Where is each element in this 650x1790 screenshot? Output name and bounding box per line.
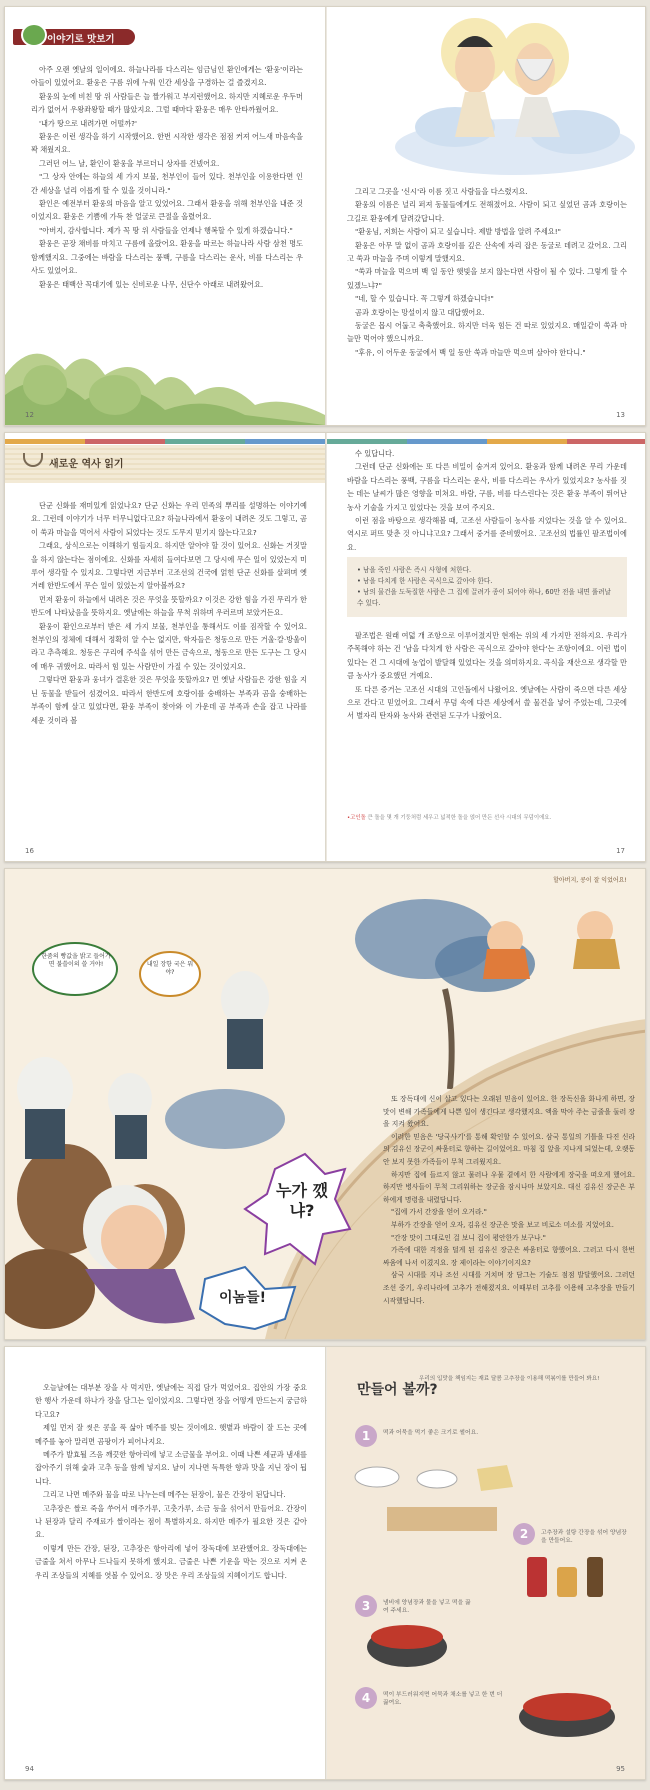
paragraph: 팔조법은 원래 여덟 개 조항으로 이루어졌지만 현재는 위의 세 가지만 전하지요. 우리가 주목해야 하는 건 '남을 다치게 한 사람은 곡식으로 갚아야 한다'는 조항이에요. 이런 법이 있다는 건 그 시대에 농업이 발달해 있었다는 것을 의미하지요. 곡식을 재산으로 생각할 만큼 농사가 중요했던 거예요. bbox=[347, 631, 627, 681]
page-number-right: 17 bbox=[616, 847, 625, 855]
paragraph: 이러한 믿음은 '당국사기'를 통해 확인할 수 있어요. 삼국 통일의 기틀을 다진 신라의 김유신 장군이 싸움터로 향하는 길이었어요. 마침 집 앞을 지나게 되었는데, 오랫동안 보지 못한 가족들이 무척 그리웠지요. bbox=[383, 1132, 635, 1166]
history-text-after-quote bbox=[347, 629, 627, 805]
craft-intro: 우리의 입맛을 책임지는 재료 달콤 고추장을 이용해 떡볶이를 만들어 봐요! bbox=[419, 1376, 600, 1382]
paragraph: 오늘날에는 대부분 장을 사 먹지만, 옛날에는 직접 담가 먹었어요. 집안의 가장 중요한 행사 가운데 하나가 장을 담그는 일이었지요. 그렇다면 장을 어떻게 만드는지 궁금하다고요? bbox=[35, 1383, 307, 1419]
law-item: • 남을 다치게 한 사람은 곡식으로 갚아야 한다. bbox=[357, 577, 493, 585]
gutter bbox=[325, 7, 327, 425]
footnote-label: •고인돌 bbox=[347, 815, 366, 821]
spread-story bbox=[4, 6, 646, 426]
paragraph: 고추장은 쌀로 죽을 쑤어서 메주가루, 고춧가루, 소금 등을 섞어서 만들어요. 간장이나 된장과 달리 주재료가 쌀이라는 점이 특별하지요. 하지만 메주가 필요한 것은 같아요. bbox=[35, 1503, 307, 1540]
paragraph: 그리고 나면 메주와 물을 따로 나누는데 메주는 된장이, 물은 간장이 된답니다. bbox=[43, 1490, 286, 1500]
section-header bbox=[5, 445, 325, 483]
speech-bubble-text-2: 내일 장항 국은 뭐야? bbox=[146, 961, 194, 976]
paragraph: 가족에 대한 걱정을 덜게 된 김유신 장군은 싸움터로 향했어요. 그러고 다시 한번 싸움에 나서 이겼지요. 장 제이라는 이야기이지요? bbox=[383, 1246, 635, 1267]
color-stripe-left bbox=[5, 439, 325, 444]
paragraph: 또 장독대에 신이 살고 있다는 오래된 믿음이 있어요. 한 장독신을 화나게 하면, 장맛이 변해 가족들에게 나쁜 일이 생긴다고 생각했지요. 액을 막아 주는 금줄을 둘러 장을 지켜 왔어요. bbox=[383, 1095, 635, 1129]
hwanung-clouds-illustration bbox=[385, 7, 645, 177]
paragraph: 그러던 어느 날, 환인이 환웅을 부르더니 상자를 건넸어요. bbox=[39, 158, 220, 168]
history-text-left bbox=[31, 499, 307, 829]
page-number-left: 16 bbox=[25, 847, 34, 855]
step-text-1: 떡과 어묵을 먹기 좋은 크기로 썰어요. bbox=[383, 1430, 479, 1436]
law-quote-box bbox=[347, 557, 627, 617]
paragraph: 하지만 집에 들르지 않고 물러나 우물 곁에서 한 사람에게 장국을 떠오게 했어요. 하지만 병사들이 무척 그리워하는 장군을 잠시나마 보았지요. 대신 김유신 장군은 부하에게 명령을 내렸답니다. bbox=[383, 1170, 635, 1204]
paragraph: "환웅님, 저희는 사람이 되고 싶습니다. 제발 방법을 알려 주세요!" bbox=[355, 227, 561, 237]
page-number-left: 12 bbox=[25, 411, 34, 419]
paragraph: 수 있답니다. bbox=[355, 449, 395, 458]
paragraph: 메주가 발효될 즈음 깨끗한 항아리에 넣고 소금물을 부어요. 이때 나쁜 세균과 냄새를 잡아주기 위해 숯과 고추 등을 함께 넣지요. 날이 지나면 독특한 향과 맛을 지닌 장이 됩니다. bbox=[35, 1450, 307, 1486]
history-text-right bbox=[347, 447, 627, 557]
footnote bbox=[347, 813, 627, 821]
gutter bbox=[325, 433, 327, 861]
paragraph: 그리고 그곳을 '신시'라 이름 짓고 사람들을 다스렸지요. bbox=[355, 187, 528, 196]
paragraph: 이렇게 만든 간장, 된장, 고추장은 항아리에 넣어 장독대에 보관했어요. 장독대에는 금줄을 쳐서 아무나 드나들지 못하게 했지요. 금줄은 나쁜 기운을 막는 것으로 지켜 온 우리 조상들의 지혜를 엿볼 수 있어요. 장 맛은 우리 조상들의 지혜이기도 합니다. bbox=[35, 1543, 307, 1580]
paragraph: 환웅은 태백산 꼭대기에 있는 신비로운 나무, 신단수 아래로 내려왔어요. bbox=[39, 279, 264, 289]
section-tag-label: 새로운 역사 읽기 bbox=[49, 459, 124, 470]
page-number-right: 13 bbox=[616, 411, 625, 419]
kid-label: 할아버지, 콩이 잘 익었어요! bbox=[553, 877, 627, 884]
bowl-logo-icon bbox=[21, 23, 47, 47]
paragraph: "아버지, 감사합니다. 제가 꼭 땅 위 사람들을 언제나 행복할 수 있게 하겠습니다." bbox=[39, 225, 293, 235]
step-text-4: 떡이 부드러워지면 어묵과 채소를 넣고 한 번 더 끓여요. bbox=[383, 1692, 503, 1706]
page-number-left: 94 bbox=[25, 1765, 34, 1773]
jang-text-left bbox=[35, 1381, 307, 1741]
paragraph: 곰과 호랑이는 망설이지 않고 대답했어요. bbox=[355, 307, 485, 317]
spread-history-reading bbox=[4, 432, 646, 862]
step-text-2: 고추장과 설탕 간장을 섞어 양념장을 만들어요. bbox=[541, 1530, 627, 1544]
step-number-3: 3 bbox=[355, 1595, 377, 1617]
page-number-right: 95 bbox=[616, 1765, 625, 1773]
paragraph: 부하가 간장을 얻어 오자, 김유신 장군은 맛을 보고 비로소 미소를 지었어요. bbox=[391, 1220, 614, 1229]
tteokbokki-steps-illustration bbox=[327, 1407, 646, 1780]
step-number-1: 1 bbox=[355, 1425, 377, 1447]
paragraph: 또 다른 증거는 고조선 시대의 고인돌에서 나왔어요. 옛날에는 사람이 죽으면 다른 세상으로 간다고 믿었어요. 그래서 무덤 속에 다른 세상에서 쓸 물건을 넣어 주었는데, 그곳에서 별자리 탄자와 농사와 관련된 도구가 나왔어요. bbox=[347, 684, 627, 721]
shout-you-rascals: 이놈들! bbox=[219, 1290, 266, 1306]
jangdok-text bbox=[383, 1093, 635, 1329]
paragraph: "간장 맛이 그대로인 걸 보니 집이 평안한가 보구나." bbox=[391, 1233, 546, 1242]
paragraph: 그렇다면 환웅과 웅녀가 결혼한 것은 무엇을 뜻할까요? 먼 옛날 사람들은 강한 힘을 지닌 동물을 받들어 섬겼어요. 따라서 한반도에 호랑이를 숭배하는 부족과 곰을 숭배하는 부족이 함께 살고 있었다면, 환웅 부족이 찾아와 이 가운데 곰 부족과 손을 잡고 나라를 세운 것이라 볼 bbox=[31, 675, 307, 725]
paragraph: "네, 할 수 있습니다. 꼭 그렇게 하겠습니다!" bbox=[355, 294, 494, 304]
spread-jangdok-illustration bbox=[4, 868, 646, 1340]
bowl-icon bbox=[23, 453, 43, 467]
paragraph: 동굴은 몹시 어둡고 축축했어요. 하지만 더욱 힘든 건 따로 있었지요. 매일같이 쑥과 마늘만 먹어야 했으니까요. bbox=[347, 321, 627, 344]
paragraph: 제일 먼저 잘 씻은 콩을 푹 삶아 메주를 빚는 것이에요. 햇볕과 바람이 잘 드는 곳에 메주를 놓아 말리면 곰팡이가 피어나지요. bbox=[35, 1423, 307, 1446]
paragraph: '내가 땅으로 내려가면 어떨까?' bbox=[39, 118, 137, 128]
paragraph: 환웅의 눈에 비친 땅 위 사람들은 늘 짤가워고 부지런했어요. 하지만 지혜로운 우두머리가 없어서 우왕좌왕할 때가 많았지요. 그럴 때마다 환웅은 매우 안타까웠어요. bbox=[31, 91, 303, 115]
step-text-3: 냄비에 양념장과 물을 넣고 떡을 끓여 주세요. bbox=[383, 1600, 471, 1614]
paragraph: 그런데 단군 신화에는 또 다른 비밀이 숨겨져 있어요. 환웅과 함께 내려온 무리 가운데 바람을 다스리는 풍백, 구름을 다스리는 운사, 비를 다스리는 우사가 있었지요? 농사를 짓는 데는 날씨가 많은 영향을 미쳐요. 바람, 구름, 비를 다스린다는 것은 환웅 부족이 뛰어난 농사 기술을 가지고 있었다는 것을 보여 주지요. bbox=[347, 462, 627, 512]
paragraph: 환웅은 곧장 채비를 마치고 구름에 올랐어요. 환웅을 따르는 하늘나라 사람 삼천 명도 함께했지요. 그중에는 바람을 다스리는 풍백, 구름을 다스리는 운사, 비를 다스리는 우사도 있었어요. bbox=[31, 239, 303, 276]
paragraph: "후유, 이 어두운 동굴에서 백 일 동안 쑥과 마늘만 먹으며 살아야 한다니." bbox=[355, 347, 586, 357]
paragraph: 환웅이 환인으로부터 받은 세 가지 보물, 천부인을 통해서도 이를 짐작할 수 있어요. 천부인의 정체에 대해서 정확히 알 수는 없지만, 학자들은 청동으로 만든 거울·칼·방울이라고 추측해요. 청동은 구리에 주석을 섞어 만든 금속으로, 청동으로 만든 도구는 그 당시에 매우 귀했어요. 따라서 힘 있는 사람만이 가질 수 있는 것이었지요. bbox=[31, 621, 307, 671]
law-item: • 남의 물건을 도둑질한 사람은 그 집에 끌려가 종이 되어야 하나, 60만 전을 내면 풀려날 수 있다. bbox=[357, 588, 611, 607]
paragraph: "쑥과 마늘을 먹으며 백 일 동안 햇빛을 보지 않는다면 사람이 될 수 있다. 그렇게 할 수 있겠느냐?" bbox=[347, 267, 627, 290]
paragraph: "집에 가서 간장을 얻어 오거라." bbox=[391, 1208, 487, 1217]
section-tag-label: 이야기로 맛보기 bbox=[47, 34, 115, 45]
shout-who-broke: 누가 깼냐? bbox=[276, 1181, 328, 1220]
paragraph: 먼저 환웅이 하늘에서 내려온 것은 무엇을 뜻할까요? 이것은 강한 힘을 가진 무리가 한반도에 나타났음을 뜻하지요. 옛날에는 하늘을 무척 위하며 우러르며 보았거든요. bbox=[31, 594, 307, 618]
story-text-right bbox=[347, 185, 627, 385]
paragraph: 환웅은 아무 말 없이 곰과 호랑이를 깊은 산속에 자리 잡은 동굴로 데려고 갔어요. 그리고 쑥과 마늘을 주며 이렇게 말했지요. bbox=[347, 240, 627, 264]
paragraph: 그래요, 상식으로는 이해하기 힘들지요. 하지만 알아야 할 것이 있어요. 신화는 거짓말을 하지 않는다는 점이에요. 신화를 자세히 들여다보면 그 당시에 무슨 일이 있었는지 미루어 생각할 수 있지요. 그렇다면 지금부터 고조선의 건국에 얽힌 단군 신화를 살펴며 옛 겨레 한반도에서 무슨 일이 있었는지 알아볼까요? bbox=[31, 541, 307, 591]
paragraph: 삼국 시대를 지나 조선 시대를 거치며 장 담그는 기술도 점점 발달했어요. 그러던 조선 중기, 우리나라에 고추가 전해졌지요. 이때부터 고추를 이용해 고추장을 만들기 시작했답니다. bbox=[383, 1271, 635, 1305]
step-number-4: 4 bbox=[355, 1687, 377, 1709]
step-number-2: 2 bbox=[513, 1523, 535, 1545]
paragraph: "그 상자 안에는 하늘의 세 가지 보물, 천부인이 들어 있다. 천부인을 이용한다면 인간 세상을 널리 이롭게 할 수 있을 것이니라." bbox=[31, 172, 303, 195]
law-item: • 남을 죽인 사람은 즉시 사형에 처한다. bbox=[357, 566, 472, 574]
speech-bubble-text-1: 한줌의 빵값을 밝고 들어가면 불쓸이의 쓸 거야! bbox=[41, 953, 111, 968]
paragraph: 아주 오랜 옛날의 일이에요. 하늘나라를 다스리는 임금님인 환인에게는 '환웅'이라는 아들이 있었어요. 환웅은 구름 위에 누워 인간 세상을 구경하는 걸 즐겼지요. bbox=[31, 65, 303, 88]
paragraph: 환인은 예전부터 환웅의 마음을 알고 있었어요. 그래서 환웅을 위해 천부인을 내준 것이었지요. 환웅은 기쁨에 가득 찬 얼굴로 큰절을 올렸어요. bbox=[31, 199, 303, 222]
paragraph: 단군 신화를 재미있게 읽었나요? 단군 신화는 우리 민족의 뿌리를 설명하는 이야기예요. 그런데 이야기가 너무 터무니없다고요? 하늘나라에서 환웅이 내려온 것도 그렇고, 곰이 쑥과 마늘을 먹어서 사람이 되었다는 것도 도무지 믿기지 않는다고요? bbox=[31, 501, 307, 537]
paragraph: 환웅의 이름은 널리 퍼져 동물들에게도 전해졌어요. 사람이 되고 싶었던 곰과 호랑이는 그길로 환웅에게 달려갔답니다. bbox=[347, 200, 627, 223]
spread-make-it bbox=[4, 1346, 646, 1780]
footnote-text: 큰 돌을 몇 개 기둥처럼 세우고 넓적한 돌을 얹어 만든 선사 시대의 무덤이에요. bbox=[365, 815, 552, 821]
paragraph: 환웅은 이런 생각을 하기 시작했어요. 한번 시작한 생각은 점점 커져 어느새 마음속을 꽉 채웠지요. bbox=[31, 132, 303, 155]
green-hills-illustration bbox=[5, 315, 325, 425]
craft-title: 만들어 볼까? bbox=[357, 1382, 438, 1398]
paragraph: 이런 점을 바탕으로 생각해볼 때, 고조선 사람들이 농사를 지었다는 것을 알 수 있어요. 역시로 퍼뜨 맞춘 것 아니냐고요? 그래서 중거를 준비했어요. 고조선의 법률인 팔조법이에요. bbox=[347, 516, 627, 552]
color-stripe-right bbox=[327, 439, 646, 444]
